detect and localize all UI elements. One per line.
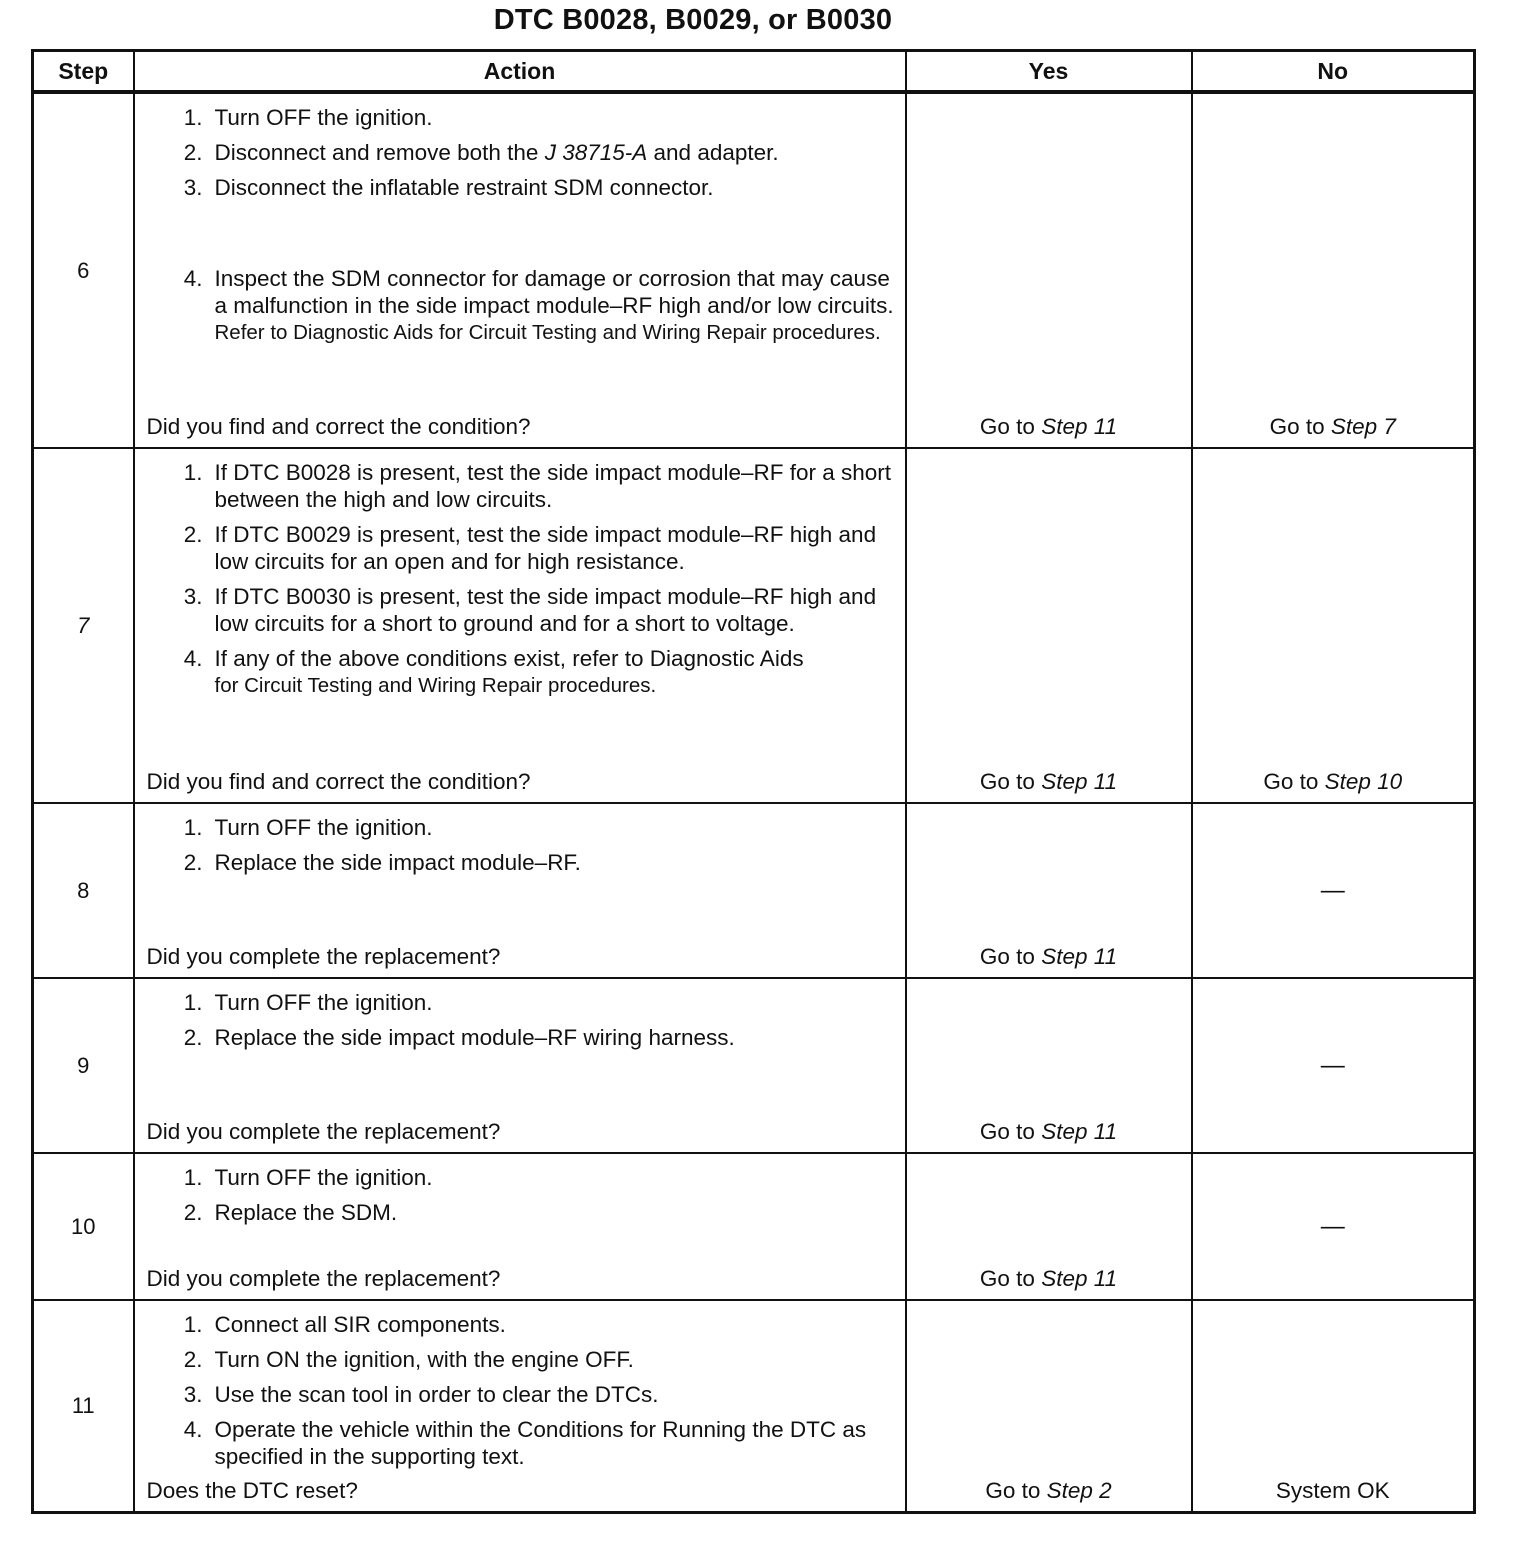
- item-number: 2.: [183, 140, 203, 165]
- table-row: [33, 1153, 1475, 1300]
- item-number: 1.: [183, 460, 203, 485]
- action-cell: [134, 1300, 906, 1513]
- item-number: 1.: [183, 990, 203, 1015]
- no-step-ref: Step 10: [1324, 769, 1403, 794]
- step-number: 8: [33, 803, 134, 978]
- item-number: 1.: [183, 1312, 203, 1337]
- item-text: Turn ON the ignition, with the engine OFF.: [214, 1347, 634, 1372]
- yes-cell: [906, 978, 1192, 1153]
- list-item: [147, 174, 895, 201]
- table-row: [33, 92, 1475, 448]
- item-number: 3.: [183, 175, 203, 200]
- item-number: 4.: [183, 1417, 203, 1442]
- question-text: Did you find and correct the condition?: [146, 414, 531, 439]
- no-step-ref: Step 7: [1330, 414, 1396, 439]
- yes-text: Go to: [979, 414, 1042, 439]
- no-cell: System OK: [1192, 1300, 1475, 1513]
- list-item: [147, 1311, 895, 1338]
- action-list: [147, 449, 895, 700]
- no-cell: —: [1192, 978, 1475, 1153]
- item-number: 3.: [183, 584, 203, 609]
- no-cell: [1192, 92, 1475, 448]
- item-text: [215, 265, 895, 347]
- header-no: No: [1192, 51, 1475, 93]
- item-number: 4.: [183, 266, 203, 291]
- yes-cell: [906, 92, 1192, 448]
- no-text: Go to: [1263, 769, 1325, 794]
- yes-text: Go to: [979, 769, 1042, 794]
- step-number: 10: [33, 1153, 134, 1300]
- question-text: Did you complete the replacement?: [146, 1266, 501, 1291]
- yes-text: Go to: [979, 1119, 1042, 1144]
- item-number: 2.: [183, 1347, 203, 1372]
- item-text: Operate the vehicle within the Conditions for Running the DTC as specified in the supporting text.: [214, 1417, 867, 1469]
- item-text: Use the scan tool in order to clear the DTCs.: [214, 1382, 659, 1407]
- step-number: 7: [33, 448, 134, 803]
- question-text: Did you find and correct the condition?: [146, 769, 531, 794]
- table-row: [33, 448, 1475, 803]
- item-number: 1.: [183, 1165, 203, 1190]
- step-number: 11: [33, 1300, 134, 1513]
- list-item: [147, 139, 895, 166]
- header-row: [33, 51, 1475, 93]
- no-text: Go to: [1269, 414, 1331, 439]
- yes-text: Go to: [979, 944, 1042, 969]
- item-text-part: If any of the above conditions exist, refer to Diagnostic Aids: [214, 646, 804, 671]
- action-list: [147, 94, 895, 347]
- list-item: [147, 1199, 895, 1226]
- item-text: Replace the SDM.: [214, 1200, 398, 1225]
- action-cell: [134, 1153, 906, 1300]
- yes-step-ref: Step 2: [1046, 1478, 1112, 1503]
- list-item: [147, 1024, 895, 1051]
- item-text-part: Disconnect and remove both the: [214, 140, 545, 165]
- yes-text: Go to: [979, 1266, 1042, 1291]
- action-list: [147, 804, 895, 876]
- item-number: 1.: [183, 815, 203, 840]
- list-item: [147, 814, 895, 841]
- item-text: Disconnect the inflatable restraint SDM connector.: [214, 175, 714, 200]
- list-item: [147, 1164, 895, 1191]
- diagnostic-table: [31, 49, 1476, 1514]
- yes-step-ref: Step 11: [1041, 769, 1118, 794]
- yes-cell: [906, 803, 1192, 978]
- list-item: [147, 645, 895, 700]
- item-text: If DTC B0029 is present, test the side impact module–RF high and low circuits for an open and for high resistance.: [214, 522, 877, 574]
- yes-step-ref: Step 11: [1041, 414, 1118, 439]
- yes-step-ref: Step 11: [1041, 1266, 1118, 1291]
- list-item: [147, 989, 895, 1016]
- item-text: Replace the side impact module–RF.: [214, 850, 581, 875]
- list-item: [147, 1381, 895, 1408]
- item-text: [215, 645, 895, 700]
- item-number: 2.: [183, 1025, 203, 1050]
- step-number: 9: [33, 978, 134, 1153]
- action-list: [147, 979, 895, 1051]
- header-action: Action: [134, 51, 906, 93]
- table-row: [33, 1300, 1475, 1513]
- yes-cell: [906, 448, 1192, 803]
- action-list: [147, 1301, 895, 1470]
- list-item: [147, 459, 895, 513]
- tool-reference: J 38715-A: [544, 140, 648, 165]
- no-cell: —: [1192, 1153, 1475, 1300]
- yes-step-ref: Step 11: [1041, 944, 1118, 969]
- table-row: [33, 803, 1475, 978]
- list-item: [147, 1416, 895, 1470]
- header-yes: Yes: [906, 51, 1192, 93]
- step-number: 6: [33, 92, 134, 448]
- item-number: 3.: [183, 1382, 203, 1407]
- item-text-part: Inspect the SDM connector for damage or corrosion that may cause a malfunction in the side impact module–RF high and/or low circuits.: [214, 266, 894, 318]
- action-cell: [134, 448, 906, 803]
- item-text: [215, 139, 895, 166]
- yes-cell: [906, 1300, 1192, 1513]
- item-text-part: and adapter.: [647, 140, 779, 165]
- yes-step-ref: Step 11: [1041, 1119, 1118, 1144]
- item-text: If DTC B0030 is present, test the side impact module–RF high and low circuits for a short to ground and for a short to voltage.: [214, 584, 877, 636]
- item-number: 2.: [183, 850, 203, 875]
- item-text: Connect all SIR components.: [214, 1312, 506, 1337]
- yes-text: Go to: [985, 1478, 1047, 1503]
- list-item: [147, 849, 895, 876]
- item-note: Refer to Diagnostic Aids for Circuit Testing and Wiring Repair procedures.: [214, 321, 881, 344]
- list-item: [147, 104, 895, 131]
- no-cell: —: [1192, 803, 1475, 978]
- item-text: Turn OFF the ignition.: [214, 105, 433, 130]
- list-item: [147, 265, 895, 347]
- question-text: Does the DTC reset?: [146, 1478, 358, 1503]
- table-row: [33, 978, 1475, 1153]
- item-number: 2.: [183, 1200, 203, 1225]
- item-number: 2.: [183, 522, 203, 547]
- item-note: for Circuit Testing and Wiring Repair procedures.: [214, 674, 657, 697]
- item-text: Turn OFF the ignition.: [214, 815, 433, 840]
- action-cell: [134, 803, 906, 978]
- yes-cell: [906, 1153, 1192, 1300]
- action-list: [147, 1154, 895, 1226]
- list-item: [147, 583, 895, 637]
- list-item: [147, 521, 895, 575]
- item-text: Turn OFF the ignition.: [214, 1165, 433, 1190]
- action-cell: [134, 978, 906, 1153]
- question-text: Did you complete the replacement?: [146, 944, 501, 969]
- item-number: 1.: [183, 105, 203, 130]
- item-number: 4.: [183, 646, 203, 671]
- item-text: Turn OFF the ignition.: [214, 990, 433, 1015]
- no-cell: [1192, 448, 1475, 803]
- action-cell: [134, 92, 906, 448]
- question-text: Did you complete the replacement?: [146, 1119, 501, 1144]
- page-title: DTC B0028, B0029, or B0030: [493, 4, 893, 36]
- item-text: Replace the side impact module–RF wiring harness.: [214, 1025, 735, 1050]
- item-text: If DTC B0028 is present, test the side impact module–RF for a short between the high and low circuits.: [214, 460, 892, 512]
- list-item: [147, 1346, 895, 1373]
- header-step: Step: [33, 51, 134, 93]
